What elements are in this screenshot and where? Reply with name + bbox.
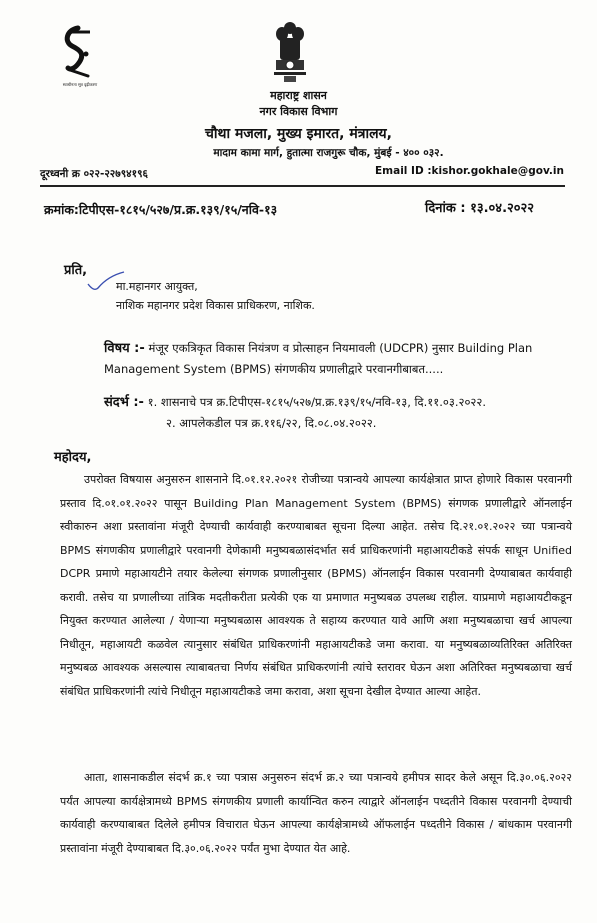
subject-block [104,338,564,379]
letter-date: दिनांक : १३.०४.२०२२ [425,201,535,216]
subject-label: विषय :- [104,341,145,356]
logo-caption: स्वाधीनता सूत्र दृढ़ीकरण [62,82,98,87]
reference-item-1: १. शासनाचे पत्र क्र.टिपीएस-१८१५/५२७/प्र.क्र.१३९/१५/नवि-१३, दि.११.०३.२०२२. [147,395,487,409]
state-emblem-icon [272,18,308,84]
recipient-line1: मा.महानगर आयुक्त, [116,280,198,293]
references-block [104,392,564,433]
email-label: Email ID : [375,165,432,177]
body-paragraph-1: उपरोक्त विषयास अनुसरुन शासनाने दि.०१.१२.२०२१ रोजीच्या पत्रान्वये आपल्या कार्यक्षेत्रात प्राप्त होणारे विकास परवानगी प्रस्ताव दि.०१.०१.२०२२ पासून Building Plan Management System (BPMS) संगणक प्रणालीद्वारे ऑनलाईन स्वीकारुन अशा प्रस्तावांना मंजूरी देण्याची कार्यवाही करण्याबाबत सूचना दिल्या आहेत. तसेच दि.२१.०१.२०२२ च्या पत्रान्वये BPMS संगणकीय प्रणालीद्वारे परवानगी देणेकामी मनुष्यबळासंदर्भात सर्व प्राधिकरणांनी महाआयटीकडे संपर्क साधून Unified DCPR प्रमाणे महाआयटीने तयार केलेल्या संगणक प्रणालीनुसार (BPMS) ऑनलाईन विकास परवानगी देण्याबाबत कार्यवाही करावी. तसेच या प्रणालीच्या तांत्रिक मदतीकरीता प्रत्येकी एक या प्रमाणात मनुष्यबळ उपलब्ध राहील. याप्रमाणे महाआयटीकडून नियुक्त करण्यात आलेल्या / येणाऱ्या मनुष्यबळास आवश्यक ते सहाय्य करण्यात यावे आणि अशा मनुष्यबळाचा खर्च आपल्या निधीतून, महाआयटी कळवेल त्यानुसार संबंधित प्राधिकरणांनी महाआयटीकडे जमा करावा. या मनुष्यबळाव्यतिरिक्त अतिरिक्त मनुष्यबळ आवश्यक असल्यास त्याबाबतचा निर्णय संबंधित प्राधिकरणांनी त्यांचे स्तरावर घेऊन अशा अतिरिक्त मनुष्यबळाचा खर्च संबंधित प्राधिकरणांनी त्यांचे निधीतून महाआयटीकडे जमा करावा, अशा सूचना देखील देण्यात आल्या आहेत. [60,473,572,698]
reference-number: क्रमांक:टिपीएस-१८१५/५२७/प्र.क्र.१३९/१५/नवि-१३ [44,202,278,217]
reference-item-2: २. आपलेकडील पत्र क्र.११६/२२, दि.०८.०४.२०२२. [166,416,377,430]
office-address-line1: चौथा मजला, मुख्य इमारत, मंत्रालय, [204,126,392,142]
recipient-line2: नाशिक महानगर प्रदेश विकास प्राधिकरण, नाशिक. [116,299,315,312]
department-logo [56,24,100,92]
email-line [375,165,564,177]
recipient-salutation: प्रति, [64,263,88,278]
references-label: संदर्भ :- [104,395,144,410]
body-paragraph-2: आता, शासनाकडील संदर्भ क्र.१ च्या पत्रास अनुसरुन संदर्भ क्र.२ च्या पत्रान्वये हमीपत्र सादर केले असून दि.३०.०६.२०२२ पर्यंत आपल्या कार्यक्षेत्रामध्ये BPMS संगणकीय प्रणाली कार्यान्वित करुन त्याद्वारे ऑनलाईन पध्दतीने विकास परवानगी देण्याची कार्यवाही करण्याबाबत दिलेले हमीपत्र विचारात घेऊन आपल्या कार्यक्षेत्रामध्ये ऑफलाईन पध्दतीने विकास / बांधकाम परवानगी प्रस्तावांना मंजूरी देण्याबाबत दि.३०.०६.२०२२ पर्यंत मुभा देण्यात येत आहे. [60,771,572,855]
government-name: महाराष्ट्र शासन [270,89,327,102]
subject-text: मंजूर एकत्रिकृत विकास नियंत्रण व प्रोत्साहन नियमावली (UDCPR) नुसार Building Plan Management System (BPMS) संगणकीय प्रणालीद्वारे परवानगीबाबत..... [104,341,533,376]
department-name: नगर विकास विभाग [259,105,338,118]
phone-number: दूरध्वनी क्र ०२२-२२७९४१९६ [40,168,148,180]
office-address-line2: मादाम कामा मार्ग, हुतात्मा राजगुरू चौक, मुंबई - ४०० ०३२. [213,147,444,159]
email-address: kishor.gokhale@gov.in [431,165,564,177]
header-divider [40,185,565,187]
salutation: महोदय, [54,450,92,465]
